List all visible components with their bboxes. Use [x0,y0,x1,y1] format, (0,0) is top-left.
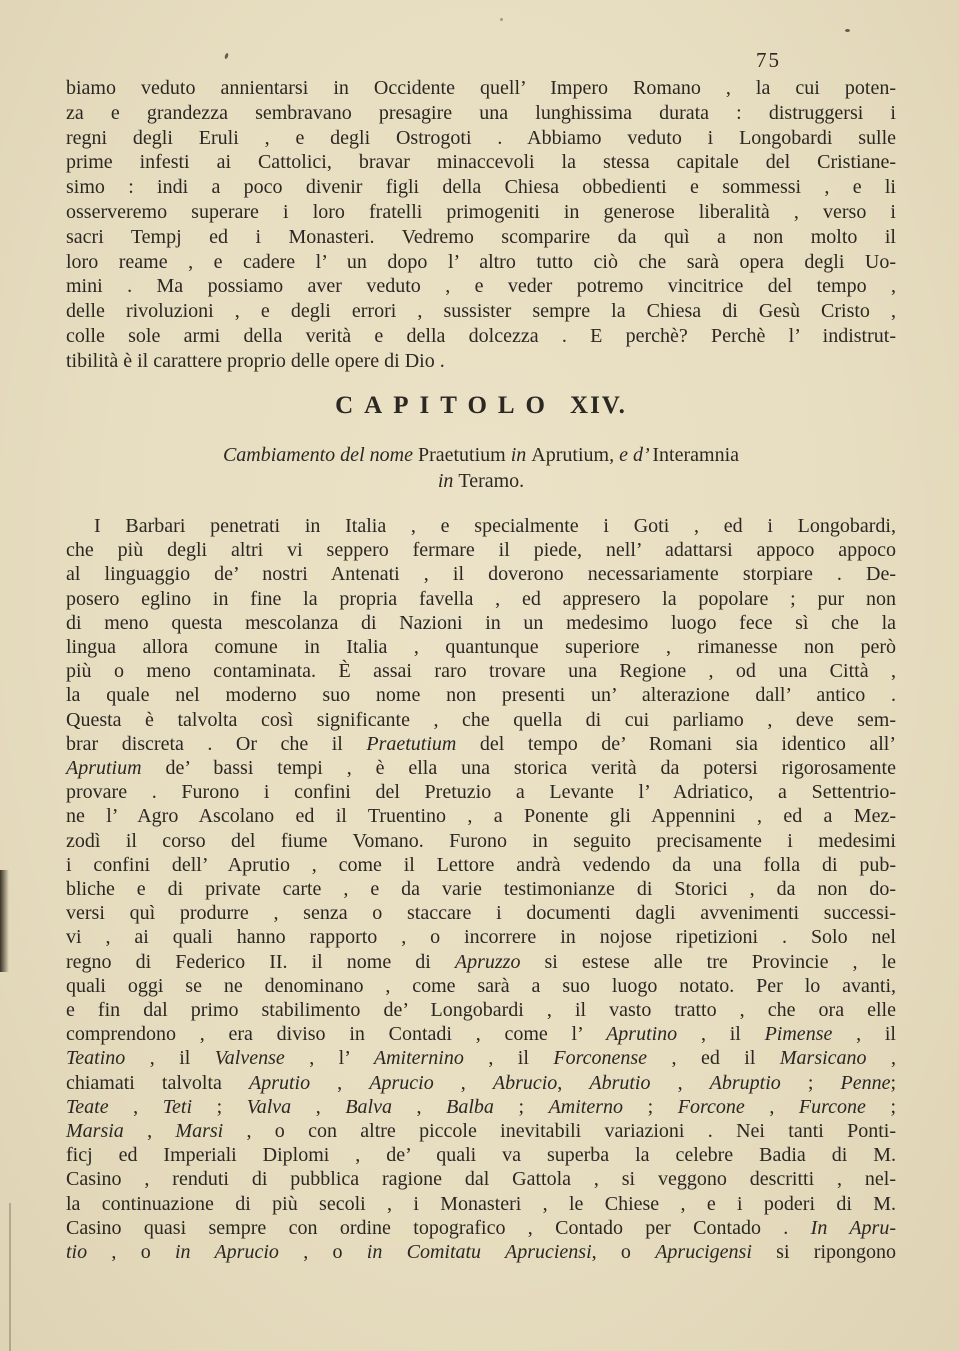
chapter-heading [66,392,896,420]
text-segment: Valva [246,1095,292,1118]
text-segment: , o [591,1241,656,1264]
text-segment: in Comitatu Apruciensi [366,1241,592,1264]
text-line [66,468,896,494]
text-segment: , o [87,1241,175,1264]
text-segment: si ripongono [751,1241,897,1264]
text-segment: che più degli altri vi seppero fermare il piede, nell’ adattarsi appoco appoco [66,539,896,562]
scan-artifact-speck [500,18,503,21]
text-segment: Praetutium [417,444,506,466]
text-segment: Aprutino [606,1023,678,1046]
text-segment: del tempo de’ Romani sia identico all’ [456,732,896,755]
text-line [66,1046,896,1070]
text-segment: Balba [446,1095,494,1118]
scan-artifact-speck [224,53,229,60]
text-line [66,1071,896,1095]
text-line [66,732,896,756]
text-segment: Penne [840,1071,891,1094]
text-segment: provare . Furono i confini del Pretuzio a Levante l’ Adriatico, a Settentrio- [66,781,896,804]
text-segment: I Barbari penetrati in Italia , e specialmente i Goti , ed i Longobardi, [94,515,896,537]
text-segment: Aprutium [66,757,142,780]
text-line [66,587,896,611]
text-line [66,101,896,126]
text-segment: , [557,1071,590,1094]
chapter-heading-numeral: XIV. [570,392,627,419]
text-segment: , ed il [647,1047,780,1070]
text-segment: la continuazione di più secoli , i Monasteri , le Chiese , e i poderi di M. [66,1192,896,1215]
text-segment: Teatino [66,1047,126,1070]
chapter-heading-word: CAPITOLO [335,392,557,419]
scan-artifact-gutter-shadow [0,870,9,972]
scan-artifact-edge-line [9,1203,11,1351]
paragraph-body [66,514,896,1264]
text-line [66,998,896,1022]
text-segment: bliche e di private carte , e da varie testimonianze di Storici , da non do- [66,878,896,901]
text-line [66,877,896,901]
text-segment: e fin dal primo stabilimento de’ Longobardi , il vasto tratto , che ora elle [66,999,896,1022]
text-segment: za e grandezza sembravano presagire una lunghissima durata : distruggersi i [66,101,896,124]
text-line [66,1143,896,1167]
text-line [66,1216,896,1240]
text-segment: delle rivoluzioni , e degli errori , sussister sempre la Chiesa di Gesù Cristo , [66,300,896,323]
text-segment: , [744,1095,799,1118]
text-segment: , [433,1071,493,1094]
text-line [66,442,896,468]
text-line [66,299,896,324]
text-line [66,853,896,877]
text-segment: Questa è talvolta così significante , che quella di cui parliamo , deve sem- [66,708,896,731]
text-line [66,1167,896,1191]
text-segment: Pimense [764,1023,833,1046]
text-segment: in [505,444,532,466]
text-segment: , o [278,1241,367,1264]
text-line [66,274,896,299]
text-segment: versi quì produrre , senza o staccare i documenti dagli avvenimenti successi- [66,902,896,925]
text-line [66,901,896,925]
text-segment: , l’ [284,1047,374,1070]
text-line [66,611,896,635]
text-line [66,562,896,586]
text-line [66,635,896,659]
text-segment: comprendono , era diviso in Contadi , come l’ [66,1023,607,1046]
text-segment: Marsia [66,1120,124,1143]
text-segment: ; [493,1095,549,1118]
text-segment: simo : indi a poco divenir figli della Chiesa obbedienti e sommessi , e li [66,176,896,199]
text-segment: , o con altre piccole inevitabili variazioni . Nei tanti Ponti- [223,1120,897,1143]
text-segment: di meno questa mescolanza di Nazioni in un medesimo luogo fece sì che la [66,611,896,634]
text-segment: quali oggi se ne denominano , come sarà a suo luogo notato. Per lo avanti, [66,974,896,997]
text-line [66,829,896,853]
text-segment: In Apru- [810,1216,896,1239]
text-line [66,126,896,151]
text-segment: Abrucio [492,1071,558,1094]
text-segment: Apruzzo [454,950,521,973]
text-segment: posero eglino in fine la propria favella , ed appresero la popolare ; pur non [66,587,896,610]
text-segment: ; [890,1071,897,1094]
text-segment: de’ bassi tempi , è ella una storica verità da potersi rigorosamente [141,757,896,780]
text-segment: Casino , renduti di pubblica ragione dal Gattola , si veggono descritti , nel- [66,1168,896,1191]
text-segment: brar discreta . Or che il [66,732,367,755]
text-segment: i confini dell’ Aprutio , come il Lettore andrà vedendo da una folla di pub- [66,853,896,876]
text-segment: , [866,1047,897,1070]
text-segment: Abruptio [709,1071,781,1094]
text-line [66,349,896,374]
text-line [66,1119,896,1143]
text-segment: chiamati talvolta [66,1071,249,1094]
text-segment: prime infesti ai Cattolici, bravar minaccevoli la stessa capitale del Cristiane- [66,151,896,174]
text-line [66,1192,896,1216]
text-line [66,950,896,974]
text-segment: Aprutio [248,1071,311,1094]
text-segment: regno di Federico II. il nome di [66,950,455,973]
text-line [66,659,896,683]
text-segment: Marsicano [779,1047,867,1070]
text-segment: ficj ed Imperiali Diplomi , de’ quali va superba la celebre Badia di M. [66,1144,896,1167]
scan-artifact-speck [845,29,850,32]
text-segment: ; [780,1071,841,1094]
text-segment: al linguaggio de’ nostri Antenati , il doverono necessariamente storpiare . De- [66,563,896,586]
text-segment: , [310,1071,370,1094]
text-segment: , il [677,1023,765,1046]
text-segment: più o meno contaminata. È assai raro trovare una Regione , od una Città , [66,660,896,683]
text-segment: Balva [345,1095,392,1118]
text-segment: , il [463,1047,554,1070]
text-segment: Praetutium [366,732,457,755]
text-segment: , e d’ [609,444,653,466]
text-segment: , [291,1095,346,1118]
text-segment: Casino quasi sempre con ordine topografico , Contado per Contado . [66,1216,811,1239]
text-segment: osserveremo superare i loro fratelli primogeniti in generose liberalità , verso i [66,200,896,223]
text-segment: loro reame , e cadere l’ un dopo l’ altro tutto ciò che sarà opera degli Uo- [66,250,896,273]
text-line [66,1095,896,1119]
text-segment: Cambiamento del nome [222,444,418,466]
text-segment: Aprutium [531,444,610,466]
text-segment: Valvense [214,1047,285,1070]
text-line [66,200,896,225]
text-segment: ; [865,1095,897,1118]
text-line [66,804,896,828]
text-line [66,780,896,804]
text-segment: , [391,1095,447,1118]
text-line [66,76,896,101]
text-line [66,324,896,349]
text-segment: vi , ai quali hanno rapporto , o incorrere in nojose ripetizioni . Solo nel [66,926,896,949]
text-segment: tibilità è il carattere proprio delle opere di Dio . [66,349,445,372]
text-line [66,756,896,780]
text-line [66,683,896,707]
text-line [66,925,896,949]
text-segment: , il [832,1023,896,1046]
text-segment: ; [192,1095,247,1118]
text-line [66,708,896,732]
text-segment: Amiternino [373,1047,464,1070]
text-segment: zodì il corso del fiume Vomano. Furono in seguito precisamente i medesimi [66,829,896,852]
text-segment: Furcone [798,1095,866,1118]
text-segment: si estese alle tre Provincie , le [520,950,896,973]
text-segment: mini . Ma possiamo aver veduto , e veder potremo vincitrice del tempo , [66,275,896,298]
text-segment: ; [623,1095,678,1118]
chapter-subtitle [66,442,896,494]
text-segment: , il [125,1047,215,1070]
text-segment: Forcone [677,1095,745,1118]
text-segment: Abrutio [589,1071,651,1094]
paragraph-continuation [66,76,896,374]
text-segment: regni degli Eruli , e degli Ostrogoti . Abbiamo veduto i Longobardi sulle [66,126,896,149]
text-segment: Amiterno [548,1095,624,1118]
text-line [66,250,896,275]
text-segment: Aprucio [369,1071,434,1094]
text-segment: sacri Tempj ed i Monasteri. Vedremo scomparire da quì a non molto il [66,225,896,248]
text-line [66,1240,896,1264]
text-line [66,150,896,175]
text-segment: Teramo. [458,470,525,492]
text-segment: ne l’ Agro Ascolano ed il Truentino , a Ponente gli Appennini , ed a Mez- [66,805,896,828]
text-line [66,1022,896,1046]
text-segment: Interamnia [652,444,740,466]
text-segment: biamo veduto annientarsi in Occidente quell’ Impero Romano , la cui poten- [66,77,896,99]
text-segment: la quale nel moderno suo nome non presenti un’ alterazione dall’ antico . [66,684,896,707]
text-line [66,175,896,200]
text-line [66,225,896,250]
text-segment: Marsi [175,1120,224,1143]
text-segment: in Aprucio [174,1241,279,1264]
text-segment: , [108,1095,163,1118]
text-segment: Teti [162,1095,193,1118]
text-line [66,538,896,562]
text-line [66,514,896,538]
text-segment: Aprucigensi [655,1241,752,1264]
text-segment: tio [66,1241,88,1264]
text-segment: , [123,1120,176,1143]
text-segment: Forconense [553,1047,648,1070]
page-number: 75 [756,48,781,72]
text-segment: Teate [66,1095,109,1118]
text-segment: lingua allora comune in Italia , quantunque superiore , rimanesse non però [66,636,896,659]
text-line [66,974,896,998]
text-segment: , [650,1071,710,1094]
text-segment: colle sole armi della verità e della dolcezza . E perchè? Perchè l’ indistrut- [66,324,896,347]
text-segment: in [437,470,459,492]
